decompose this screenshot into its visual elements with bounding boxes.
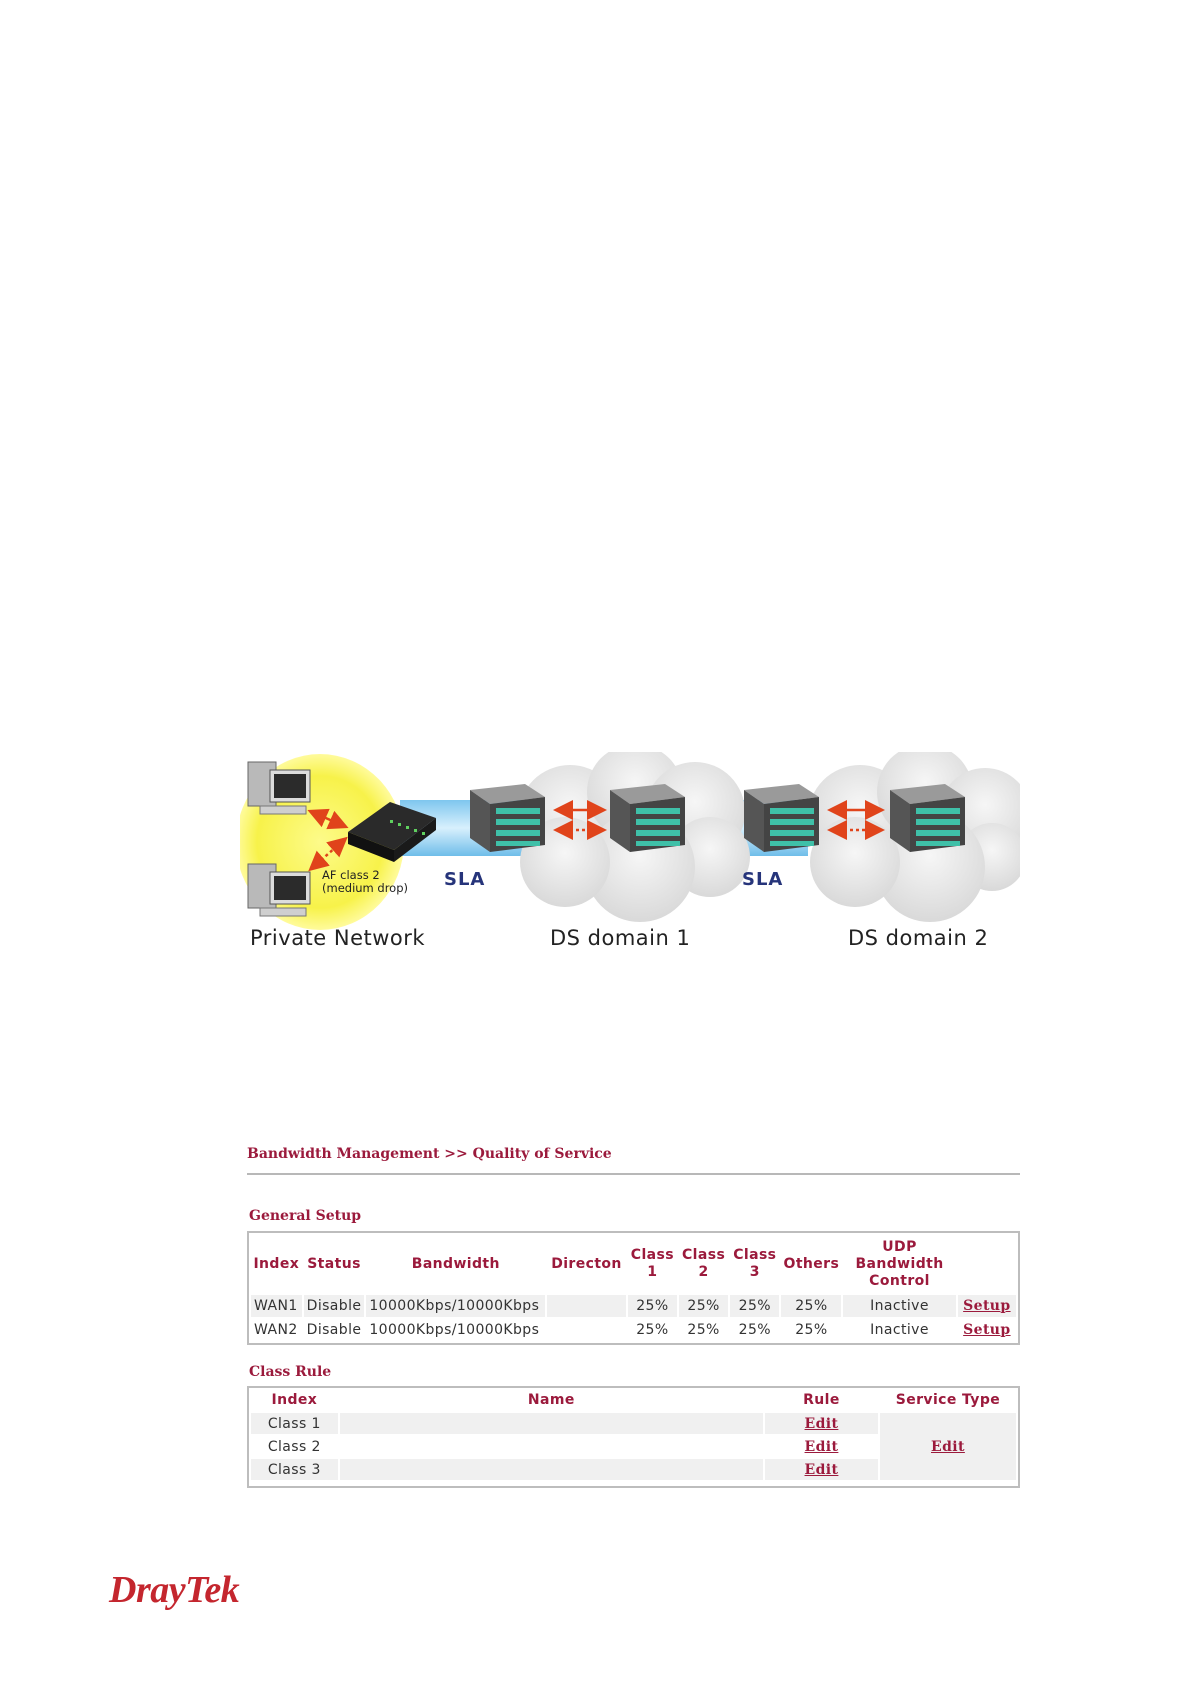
server-icon-1 [470,784,545,852]
row-status: Disable [306,1322,362,1338]
class-rule-title: Class Rule [249,1364,332,1380]
service-type-edit-link[interactable]: Edit [931,1438,965,1455]
pc-icon-top [248,762,310,814]
class-rule-header-row [251,1390,1016,1411]
sla-label-1: SLA [444,869,486,890]
af-class-label [322,869,408,895]
row-direction [547,1295,626,1317]
edit-link-class2[interactable]: Edit [804,1438,839,1455]
af-class-line1: AF class 2 [322,868,380,882]
row-name [340,1459,763,1480]
row-direction [547,1319,626,1341]
row-others: 25% [781,1295,841,1317]
breadcrumb-divider [247,1173,1020,1175]
row-udp: Inactive [843,1295,955,1317]
header-status: Status [307,1255,361,1272]
ds-domain-1-label: DS domain 1 [550,926,691,950]
header-class1: Class 1 [630,1247,674,1280]
row-rule [765,1459,878,1480]
row-class3: 25% [738,1322,771,1338]
header-index: Index [253,1255,300,1272]
row-class3: 25% [730,1295,779,1317]
row-bandwidth: 10000Kbps/10000Kbps [369,1322,540,1338]
header-service-type: Service Type [895,1392,1001,1408]
row-bandwidth: 10000Kbps/10000Kbps [366,1295,545,1317]
header-direction: Directon [551,1255,622,1272]
header-class2: Class 2 [682,1247,726,1280]
row-class2: 25% [679,1295,728,1317]
row-index: Class 3 [251,1459,338,1480]
table-row [251,1295,1016,1317]
af-class-line2: (medium drop) [322,881,409,895]
general-setup-table [249,1233,1018,1343]
header-name: Name [527,1392,575,1408]
row-rule [765,1436,878,1457]
draytek-logo: DrayTek [109,1569,240,1611]
row-name [340,1436,763,1457]
header-udp-bandwidth-control: UDP Bandwidth Control [855,1238,944,1289]
row-others: 25% [795,1322,828,1338]
diffserv-diagram [240,752,1020,972]
server-icon-3 [744,784,819,852]
server-icon-4 [890,784,965,852]
row-status: Disable [304,1295,365,1317]
header-bandwidth: Bandwidth [411,1255,500,1272]
setup-link-wan1[interactable]: Setup [963,1298,1011,1314]
row-name [340,1413,763,1434]
edit-link-class3[interactable]: Edit [804,1461,839,1478]
row-class1: 25% [636,1322,669,1338]
row-action [958,1319,1016,1341]
service-type-cell [880,1413,1016,1480]
header-class3: Class 3 [733,1247,777,1280]
table-row [251,1413,1016,1434]
ds-domain-2-label: DS domain 2 [848,926,989,950]
row-index: Class 1 [251,1413,338,1434]
row-index: WAN1 [251,1295,302,1317]
pc-icon-bottom [248,864,310,916]
row-class2: 25% [687,1322,720,1338]
header-index: Index [271,1392,318,1408]
class-rule-table [249,1388,1018,1482]
row-action [958,1295,1016,1317]
class-rule-panel [247,1386,1020,1488]
general-setup-title: General Setup [249,1208,362,1224]
server-icon-2 [610,784,685,852]
general-setup-header-row [251,1235,1016,1293]
row-index: Class 2 [267,1438,321,1455]
private-network-label: Private Network [250,926,426,950]
header-rule: Rule [803,1392,840,1408]
general-setup-panel [247,1231,1020,1345]
header-action [958,1235,1016,1293]
edit-link-class1[interactable]: Edit [804,1415,839,1432]
row-rule [765,1413,878,1434]
setup-link-wan2[interactable]: Setup [963,1322,1011,1338]
row-udp: Inactive [870,1322,929,1338]
breadcrumb: Bandwidth Management >> Quality of Service [247,1146,612,1162]
row-index: WAN2 [254,1322,298,1338]
sla-label-2: SLA [742,869,784,890]
row-class1: 25% [628,1295,677,1317]
header-others: Others [783,1255,840,1272]
table-row [251,1319,1016,1341]
